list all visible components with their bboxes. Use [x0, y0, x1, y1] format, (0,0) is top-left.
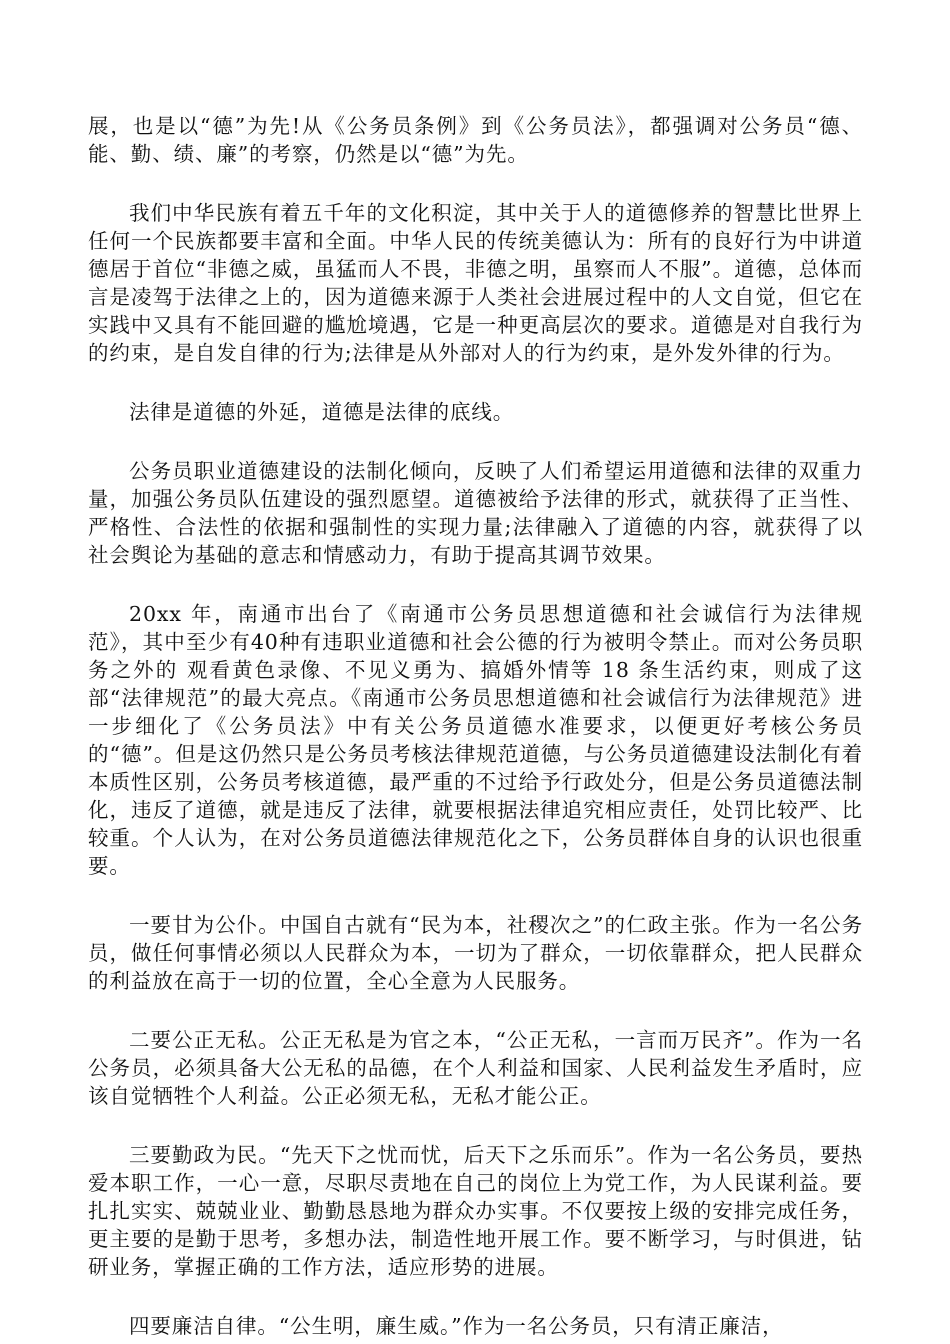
paragraph-legalization-trend: 公务员职业道德建设的法制化倾向，反映了人们希望运用道德和法律的双重力量，加强公务员队伍建设的强烈愿望。道德被给予法律的形式，就获得了正当性、严格性、合法性的依据和强制性的实现力量;法律融入了道德的内容，就获得了以社会舆论为基础的意志和情感动力，有助于提高其调节效果。	[88, 459, 863, 567]
paragraph-moral-tradition: 我们中华民族有着五千年的文化积淀，其中关于人的道德修养的智慧比世界上任何一个民族都要丰富和全面。中华人民的传统美德认为：所有的良好行为中讲道德居于首位“非德之威，虽猛而人不畏，非德之明，虽察而人不服”。道德，总体而言是凌驾于法律之上的，因为道德来源于人类社会进展过程中的人文自觉，但它在实践中又具有不能回避的尴尬境遇，它是一种更高层次的要求。道德是对自我行为的约束，是自发自律的行为;法律是从外部对人的行为约束，是外发外律的行为。	[88, 201, 863, 365]
paragraph-public-servant: 一要甘为公仆。中国自古就有“民为本，社稷次之”的仁政主张。作为一名公务员，做任何事情必须以人民群众为本，一切为了群众，一切依靠群众，把人民群众的利益放在高于一切的位置，全心全意为人民服务。	[88, 913, 863, 993]
paragraph-nantong-regulation: 20xx 年，南通市出台了《南通市公务员思想道德和社会诚信行为法律规范》，其中至少有40种有违职业道德和社会公德的行为被明令禁止。而对公务员职务之外的 观看黄色录像、不见义勇为、搞婚外情等 18 条生活约束，则成了这部“法律规范”的最大亮点。《南通市公务员思想道德和社会诚信行为法律规范》进一步细化了《公务员法》中有关公务员道德水准要求，以便更好考核公务员的“德”。但是这仍然只是公务员考核法律规范道德，与公务员道德建设法制化有着本质性区别，公务员考核道德，最严重的不过给予行政处分，但是公务员道德法制化，违反了道德，就是违反了法律，就要根据法律追究相应责任，处罚比较严、比较重。个人认为，在对公务员道德法律规范化之下，公务员群体自身的认识也很重要。	[88, 602, 863, 878]
paragraph-continued: 展，也是以“德”为先!从《公务员条例》到《公务员法》，都强调对公务员“德、能、勤、绩、廉”的考察，仍然是以“德”为先。	[88, 114, 863, 166]
paragraph-diligence: 三要勤政为民。“先天下之忧而忧，后天下之乐而乐”。作为一名公务员，要热爱本职工作，一心一意，尽职尽责地在自己的岗位上为党工作，为人民谋利益。要扎扎实实、兢兢业业、勤勤恳恳地为群众办实事。不仅要按上级的安排完成任务，更主要的是勤于思考，多想办法，制造性地开展工作。要不断学习，与时俱进，钻研业务，掌握正确的工作方法，适应形势的进展。	[88, 1143, 863, 1279]
document-page	[88, 112, 863, 1340]
paragraph-law-moral-boundary: 法律是道德的外延，道德是法律的底线。	[129, 400, 515, 424]
paragraph-integrity: 四要廉洁自律。“公生明，廉生威。”作为一名公务员，只有清正廉洁，	[129, 1314, 784, 1338]
paragraph-impartiality: 二要公正无私。公正无私是为官之本，“公正无私，一言而万民齐”。作为一名公务员，必须具备大公无私的品德，在个人利益和国家、人民利益发生矛盾时，应该自觉牺牲个人利益。公正必须无私，无私才能公正。	[88, 1028, 863, 1108]
